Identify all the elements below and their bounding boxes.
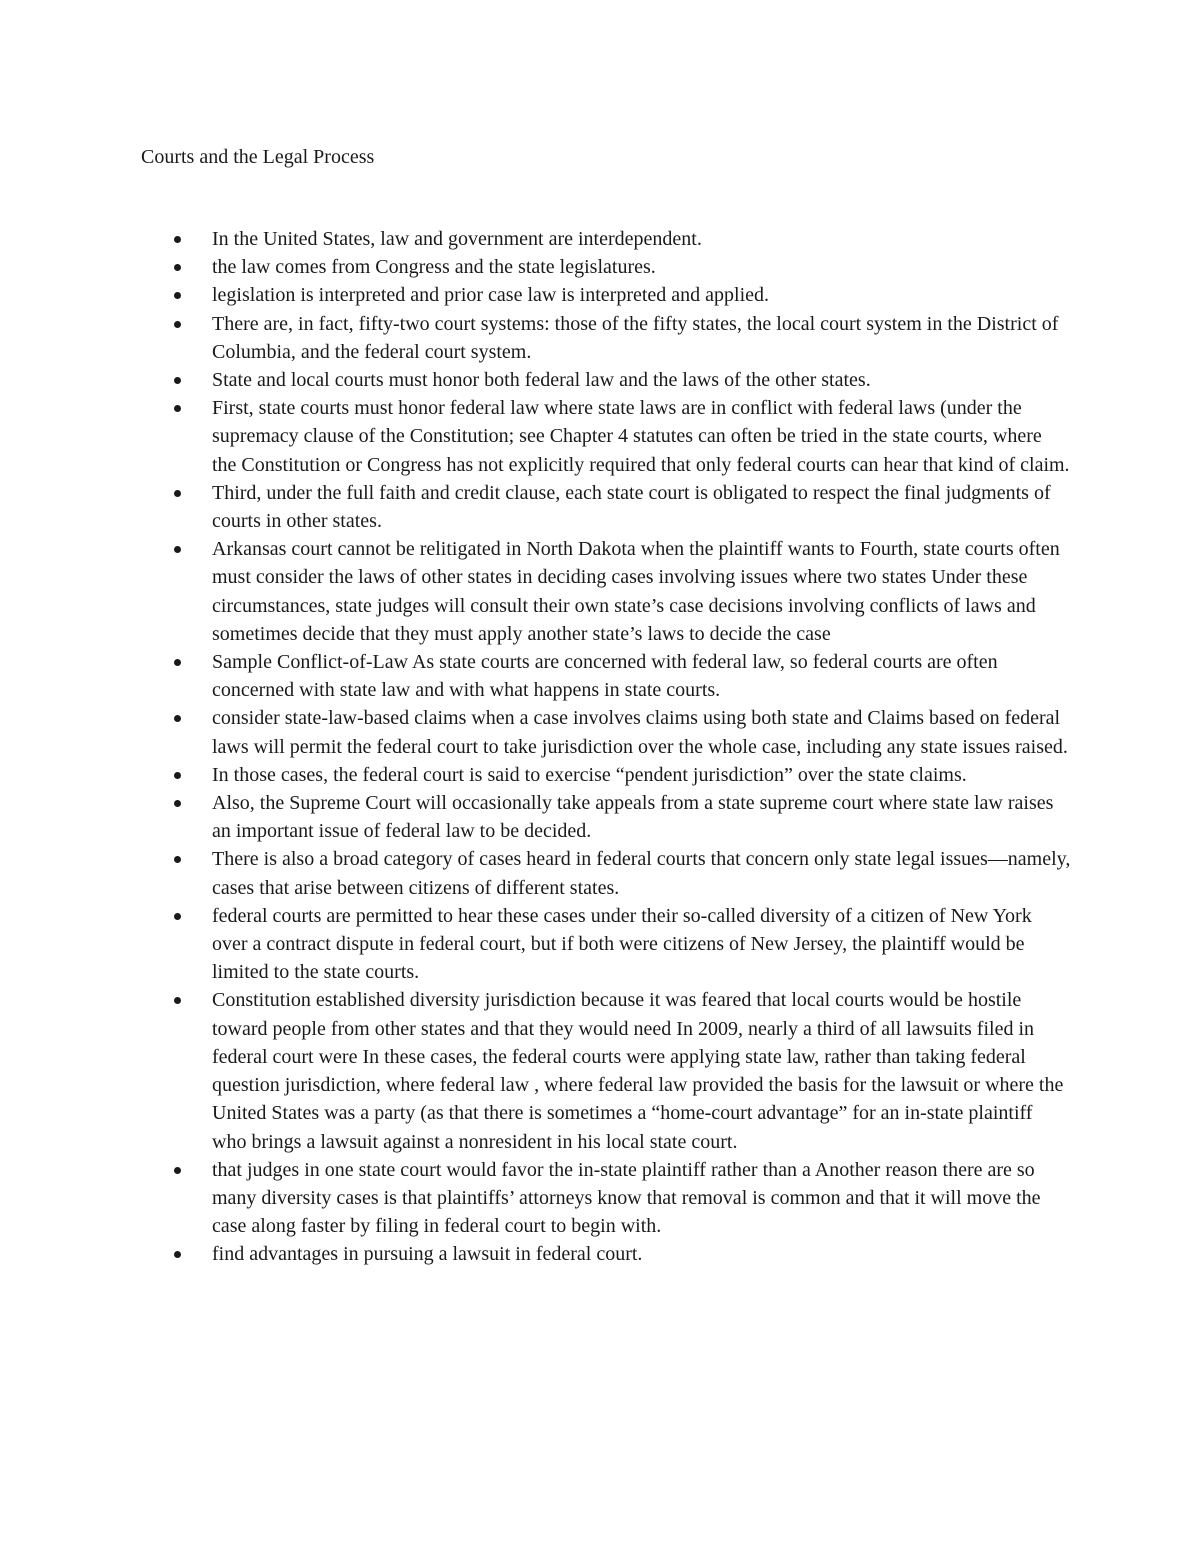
bullet-text: Sample Conflict-of-Law As state courts are concerned with federal law, so federal courts are often concerned with state law and with what happens in state courts. bbox=[212, 651, 998, 702]
bullet-text: the law comes from Congress and the state legislatures. bbox=[212, 256, 656, 279]
list-item bbox=[141, 761, 1071, 789]
bullet-text: In those cases, the federal court is said to exercise “pendent jurisdiction” over the state claims. bbox=[212, 763, 967, 786]
bullet-dot-icon bbox=[174, 659, 181, 666]
list-item bbox=[141, 845, 1071, 901]
list-item bbox=[141, 789, 1071, 845]
bullet-text: consider state-law-based claims when a case involves claims using both state and Claims based on federal laws will permit the federal court to take jurisdiction over the whole case, including any state issues raised. bbox=[212, 707, 1068, 758]
bullet-dot-icon bbox=[174, 292, 181, 299]
bullet-text: that judges in one state court would favor the in-state plaintiff rather than a Another reason there are so many diversity cases is that plaintiffs’ attorneys know that removal is common and that it will move the case along faster by filing in federal court to begin with. bbox=[212, 1158, 1041, 1238]
list-item bbox=[141, 704, 1071, 760]
bullet-dot-icon bbox=[174, 1167, 181, 1174]
bullet-dot-icon bbox=[174, 856, 181, 863]
list-item bbox=[141, 394, 1071, 479]
bullet-dot-icon bbox=[174, 377, 181, 384]
list-item bbox=[141, 253, 1071, 281]
bullet-text: In the United States, law and government are interdependent. bbox=[212, 228, 702, 250]
bullet-dot-icon bbox=[174, 490, 181, 497]
bullet-text: There is also a broad category of cases heard in federal courts that concern only state legal issues—namely, cases that arise between citizens of different states. bbox=[212, 848, 1071, 899]
bullet-dot-icon bbox=[174, 264, 181, 271]
bullet-dot-icon bbox=[174, 715, 181, 722]
bullet-text: Also, the Supreme Court will occasionally take appeals from a state supreme court where state law raises an important issue of federal law to be decided. bbox=[212, 792, 1054, 843]
list-item bbox=[141, 1240, 1071, 1268]
bullet-text: Arkansas court cannot be relitigated in North Dakota when the plaintiff wants to Fourth, state courts often must consider the laws of other states in deciding cases involving issues where two states Under these circumstances, state judges will consult their own state’s case decisions involving conflicts of laws and sometimes decide that they must apply another state’s laws to decide the case bbox=[212, 538, 1060, 645]
bullet-text: federal courts are permitted to hear these cases under their so-called diversity of a citizen of New York over a contract dispute in federal court, but if both were citizens of New Jersey, the plaintiff would be limited to the state courts. bbox=[212, 904, 1032, 984]
bullet-dot-icon bbox=[174, 236, 181, 243]
bullet-text: Third, under the full faith and credit clause, each state court is obligated to respect the final judgments of courts in other states. bbox=[212, 481, 1051, 533]
bullet-dot-icon bbox=[174, 546, 181, 553]
bullet-text: legislation is interpreted and prior case law is interpreted and applied. bbox=[212, 284, 770, 307]
bullet-dot-icon bbox=[174, 321, 181, 328]
list-item bbox=[141, 1156, 1071, 1241]
bullet-text: Constitution established diversity jurisdiction because it was feared that local courts would be hostile toward people from other states and that they would need In 2009, nearly a third of all lawsuits filed in federal court were In these cases, the federal courts were applying state law, rather than taking federal question jurisdiction, where federal law , where federal law provided the basis for the lawsuit or where the United States was a party (as that there is sometimes a “home-court advantage” for an in-state plaintiff who brings a lawsuit against a nonresident in his local state court. bbox=[212, 989, 1064, 1153]
bullet-dot-icon bbox=[174, 405, 181, 412]
bullet-dot-icon bbox=[174, 1251, 181, 1258]
list-item bbox=[141, 281, 1071, 309]
list-item bbox=[141, 225, 1071, 253]
bullet-dot-icon bbox=[174, 997, 181, 1004]
list-item bbox=[141, 902, 1071, 987]
bullet-text: find advantages in pursuing a lawsuit in federal court. bbox=[212, 1243, 643, 1266]
list-item bbox=[141, 366, 1071, 394]
bullet-dot-icon bbox=[174, 772, 181, 779]
bullet-dot-icon bbox=[174, 913, 181, 920]
bullet-text: State and local courts must honor both federal law and the laws of the other states. bbox=[212, 369, 871, 392]
list-item bbox=[141, 310, 1071, 366]
list-item bbox=[141, 986, 1071, 1155]
list-item bbox=[141, 479, 1071, 535]
list-item bbox=[141, 648, 1071, 704]
bullet-dot-icon bbox=[174, 800, 181, 807]
list-item bbox=[141, 535, 1071, 648]
bullet-text: First, state courts must honor federal law where state laws are in conflict with federal laws (under the supremacy clause of the Constitution; see Chapter 4 statutes can often be tried in the state courts, where the Constitution or Congress has not explicitly required that only federal courts can hear that kind of claim. bbox=[212, 397, 1070, 476]
bullet-text: There are, in fact, fifty-two court systems: those of the fifty states, the local court system in the District of Columbia, and the federal court system. bbox=[212, 312, 1059, 363]
document-title: Courts and the Legal Process bbox=[141, 146, 375, 168]
bullet-list bbox=[141, 225, 1071, 1269]
